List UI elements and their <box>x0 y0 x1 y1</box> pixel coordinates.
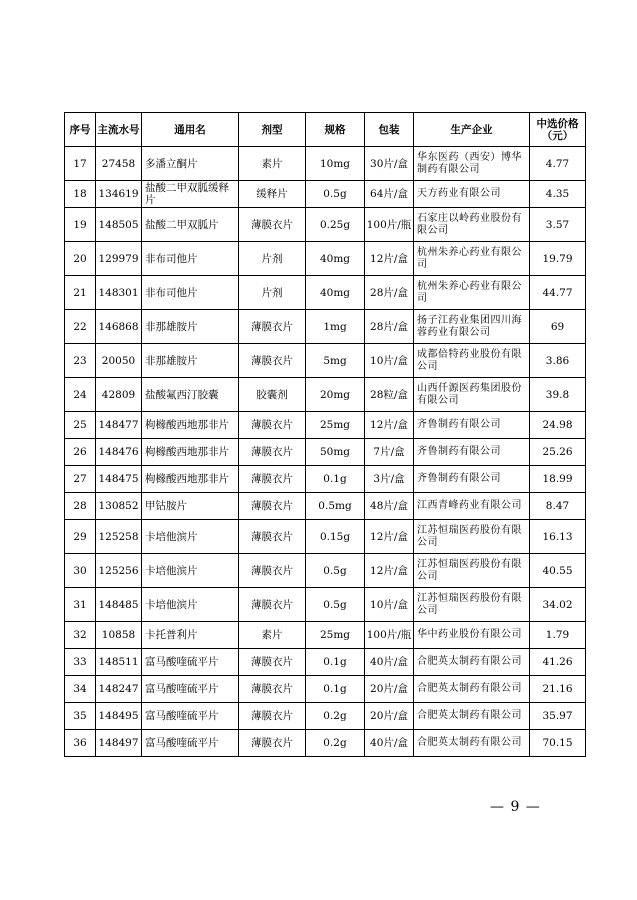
cell-company: 江苏恒瑞医药股份有限公司 <box>414 588 530 622</box>
cell-name: 富马酸喹硫平片 <box>142 649 239 676</box>
cell-company: 齐鲁制药有限公司 <box>414 439 530 466</box>
cell-price: 4.77 <box>530 147 586 181</box>
cell-pack: 3片/盒 <box>365 466 414 493</box>
cell-spec: 20mg <box>306 378 365 412</box>
cell-company: 山西仟源医药集团股份有限公司 <box>414 378 530 412</box>
cell-code: 148497 <box>96 730 142 757</box>
cell-spec: 25mg <box>306 412 365 439</box>
cell-name: 非布司他片 <box>142 276 239 310</box>
cell-company: 石家庄以岭药业股份有限公司 <box>414 208 530 242</box>
table-row <box>65 439 586 466</box>
cell-price: 41.26 <box>530 649 586 676</box>
cell-name: 甲钴胺片 <box>142 493 239 520</box>
cell-name: 富马酸喹硫平片 <box>142 676 239 703</box>
cell-seq: 20 <box>65 242 96 276</box>
cell-code: 125258 <box>96 520 142 554</box>
cell-name: 非那雄胺片 <box>142 344 239 378</box>
table-row <box>65 466 586 493</box>
cell-form: 薄膜衣片 <box>239 676 306 703</box>
header-form: 剂型 <box>239 113 306 147</box>
cell-price: 18.99 <box>530 466 586 493</box>
cell-seq: 18 <box>65 181 96 208</box>
cell-price: 34.02 <box>530 588 586 622</box>
table-row <box>65 242 586 276</box>
cell-form: 薄膜衣片 <box>239 412 306 439</box>
table-row <box>65 208 586 242</box>
cell-form: 薄膜衣片 <box>239 493 306 520</box>
cell-pack: 12片/盒 <box>365 242 414 276</box>
table-row <box>65 493 586 520</box>
table-row <box>65 622 586 649</box>
cell-price: 8.47 <box>530 493 586 520</box>
cell-form: 薄膜衣片 <box>239 520 306 554</box>
cell-form: 薄膜衣片 <box>239 344 306 378</box>
cell-code: 27458 <box>96 147 142 181</box>
header-company: 生产企业 <box>414 113 530 147</box>
cell-price: 35.97 <box>530 703 586 730</box>
cell-pack: 12片/盒 <box>365 554 414 588</box>
table-header-row <box>65 113 586 147</box>
header-price: 中选价格（元） <box>530 113 586 147</box>
cell-seq: 35 <box>65 703 96 730</box>
cell-pack: 10片/盒 <box>365 344 414 378</box>
cell-company: 合肥英太制药有限公司 <box>414 703 530 730</box>
table-row <box>65 730 586 757</box>
cell-name: 富马酸喹硫平片 <box>142 730 239 757</box>
cell-code: 148477 <box>96 412 142 439</box>
cell-price: 25.26 <box>530 439 586 466</box>
cell-seq: 19 <box>65 208 96 242</box>
cell-seq: 17 <box>65 147 96 181</box>
cell-spec: 0.2g <box>306 703 365 730</box>
cell-price: 19.79 <box>530 242 586 276</box>
cell-price: 3.86 <box>530 344 586 378</box>
cell-pack: 48片/盒 <box>365 493 414 520</box>
table-row <box>65 649 586 676</box>
header-code: 主流水号 <box>96 113 142 147</box>
cell-name: 富马酸喹硫平片 <box>142 703 239 730</box>
cell-name: 盐酸二甲双胍缓释片 <box>142 181 239 208</box>
table-row <box>65 676 586 703</box>
table-row <box>65 147 586 181</box>
cell-code: 148247 <box>96 676 142 703</box>
cell-company: 天方药业有限公司 <box>414 181 530 208</box>
cell-spec: 40mg <box>306 242 365 276</box>
cell-seq: 23 <box>65 344 96 378</box>
cell-price: 24.98 <box>530 412 586 439</box>
cell-form: 素片 <box>239 622 306 649</box>
cell-price: 70.15 <box>530 730 586 757</box>
table-row <box>65 703 586 730</box>
cell-name: 卡培他滨片 <box>142 520 239 554</box>
cell-pack: 28片/盒 <box>365 310 414 344</box>
cell-company: 扬子江药业集团四川海蓉药业有限公司 <box>414 310 530 344</box>
cell-pack: 64片/盒 <box>365 181 414 208</box>
cell-form: 薄膜衣片 <box>239 208 306 242</box>
cell-spec: 0.15g <box>306 520 365 554</box>
cell-company: 江苏恒瑞医药股份有限公司 <box>414 520 530 554</box>
cell-code: 42809 <box>96 378 142 412</box>
cell-seq: 21 <box>65 276 96 310</box>
cell-pack: 30片/盒 <box>365 147 414 181</box>
cell-seq: 36 <box>65 730 96 757</box>
table-row <box>65 276 586 310</box>
cell-form: 片剂 <box>239 242 306 276</box>
cell-form: 胶囊剂 <box>239 378 306 412</box>
cell-spec: 0.1g <box>306 676 365 703</box>
cell-spec: 1mg <box>306 310 365 344</box>
cell-price: 3.57 <box>530 208 586 242</box>
cell-name: 枸橼酸西地那非片 <box>142 412 239 439</box>
cell-spec: 25mg <box>306 622 365 649</box>
cell-seq: 27 <box>65 466 96 493</box>
cell-company: 江苏恒瑞医药股份有限公司 <box>414 554 530 588</box>
cell-code: 20050 <box>96 344 142 378</box>
cell-company: 江西青峰药业有限公司 <box>414 493 530 520</box>
cell-code: 148505 <box>96 208 142 242</box>
cell-price: 4.35 <box>530 181 586 208</box>
cell-price: 39.8 <box>530 378 586 412</box>
table-row <box>65 412 586 439</box>
cell-form: 薄膜衣片 <box>239 466 306 493</box>
cell-name: 盐酸氟西汀胶囊 <box>142 378 239 412</box>
cell-company: 杭州朱养心药业有限公司 <box>414 242 530 276</box>
cell-pack: 100片/瓶 <box>365 622 414 649</box>
cell-name: 枸橼酸西地那非片 <box>142 466 239 493</box>
header-name: 通用名 <box>142 113 239 147</box>
cell-seq: 25 <box>65 412 96 439</box>
cell-seq: 22 <box>65 310 96 344</box>
cell-price: 69 <box>530 310 586 344</box>
cell-pack: 100片/瓶 <box>365 208 414 242</box>
cell-seq: 26 <box>65 439 96 466</box>
cell-price: 44.77 <box>530 276 586 310</box>
cell-price: 21.16 <box>530 676 586 703</box>
cell-spec: 0.5mg <box>306 493 365 520</box>
cell-spec: 40mg <box>306 276 365 310</box>
cell-pack: 7片/盒 <box>365 439 414 466</box>
cell-spec: 0.1g <box>306 649 365 676</box>
cell-seq: 34 <box>65 676 96 703</box>
cell-spec: 50mg <box>306 439 365 466</box>
cell-code: 129979 <box>96 242 142 276</box>
cell-code: 130852 <box>96 493 142 520</box>
cell-company: 华中药业股份有限公司 <box>414 622 530 649</box>
cell-form: 薄膜衣片 <box>239 703 306 730</box>
cell-name: 卡培他滨片 <box>142 554 239 588</box>
header-spec: 规格 <box>306 113 365 147</box>
cell-price: 40.55 <box>530 554 586 588</box>
cell-company: 杭州朱养心药业有限公司 <box>414 276 530 310</box>
cell-form: 薄膜衣片 <box>239 649 306 676</box>
cell-code: 148495 <box>96 703 142 730</box>
cell-spec: 0.5g <box>306 554 365 588</box>
cell-pack: 40片/盒 <box>365 730 414 757</box>
cell-pack: 12片/盒 <box>365 412 414 439</box>
cell-company: 合肥英太制药有限公司 <box>414 676 530 703</box>
cell-code: 146868 <box>96 310 142 344</box>
cell-company: 合肥英太制药有限公司 <box>414 649 530 676</box>
cell-pack: 20片/盒 <box>365 676 414 703</box>
cell-code: 148476 <box>96 439 142 466</box>
cell-company: 齐鲁制药有限公司 <box>414 412 530 439</box>
cell-form: 素片 <box>239 147 306 181</box>
table-row <box>65 344 586 378</box>
cell-form: 缓释片 <box>239 181 306 208</box>
cell-pack: 20片/盒 <box>365 703 414 730</box>
header-pack: 包装 <box>365 113 414 147</box>
cell-name: 非布司他片 <box>142 242 239 276</box>
cell-spec: 0.25g <box>306 208 365 242</box>
cell-seq: 28 <box>65 493 96 520</box>
cell-name: 卡培他滨片 <box>142 588 239 622</box>
header-seq: 序号 <box>65 113 96 147</box>
cell-price: 1.79 <box>530 622 586 649</box>
page-number: — 9 — <box>490 799 541 815</box>
cell-pack: 28片/盒 <box>365 276 414 310</box>
cell-name: 盐酸二甲双胍片 <box>142 208 239 242</box>
cell-seq: 29 <box>65 520 96 554</box>
cell-spec: 5mg <box>306 344 365 378</box>
cell-code: 125256 <box>96 554 142 588</box>
cell-form: 薄膜衣片 <box>239 554 306 588</box>
cell-spec: 0.1g <box>306 466 365 493</box>
cell-pack: 40片/盒 <box>365 649 414 676</box>
cell-company: 成都倍特药业股份有限公司 <box>414 344 530 378</box>
cell-form: 薄膜衣片 <box>239 730 306 757</box>
cell-company: 华东医药（西安）博华制药有限公司 <box>414 147 530 181</box>
cell-pack: 10片/盒 <box>365 588 414 622</box>
cell-spec: 10mg <box>306 147 365 181</box>
drug-price-table <box>64 112 586 757</box>
table-row <box>65 310 586 344</box>
cell-name: 非那雄胺片 <box>142 310 239 344</box>
cell-seq: 24 <box>65 378 96 412</box>
cell-seq: 32 <box>65 622 96 649</box>
table-row <box>65 181 586 208</box>
cell-code: 148301 <box>96 276 142 310</box>
cell-seq: 30 <box>65 554 96 588</box>
cell-spec: 0.2g <box>306 730 365 757</box>
cell-company: 合肥英太制药有限公司 <box>414 730 530 757</box>
cell-code: 10858 <box>96 622 142 649</box>
cell-seq: 31 <box>65 588 96 622</box>
cell-pack: 12片/盒 <box>365 520 414 554</box>
cell-spec: 0.5g <box>306 588 365 622</box>
cell-code: 148485 <box>96 588 142 622</box>
cell-name: 枸橼酸西地那非片 <box>142 439 239 466</box>
table-row <box>65 378 586 412</box>
cell-form: 薄膜衣片 <box>239 310 306 344</box>
cell-seq: 33 <box>65 649 96 676</box>
table-row <box>65 554 586 588</box>
cell-spec: 0.5g <box>306 181 365 208</box>
cell-form: 薄膜衣片 <box>239 588 306 622</box>
table-row <box>65 588 586 622</box>
cell-form: 薄膜衣片 <box>239 439 306 466</box>
cell-price: 16.13 <box>530 520 586 554</box>
cell-pack: 28粒/盒 <box>365 378 414 412</box>
cell-form: 片剂 <box>239 276 306 310</box>
table-row <box>65 520 586 554</box>
cell-code: 148475 <box>96 466 142 493</box>
cell-company: 齐鲁制药有限公司 <box>414 466 530 493</box>
table-body <box>65 147 586 757</box>
cell-name: 多潘立酮片 <box>142 147 239 181</box>
cell-code: 134619 <box>96 181 142 208</box>
cell-name: 卡托普利片 <box>142 622 239 649</box>
cell-code: 148511 <box>96 649 142 676</box>
